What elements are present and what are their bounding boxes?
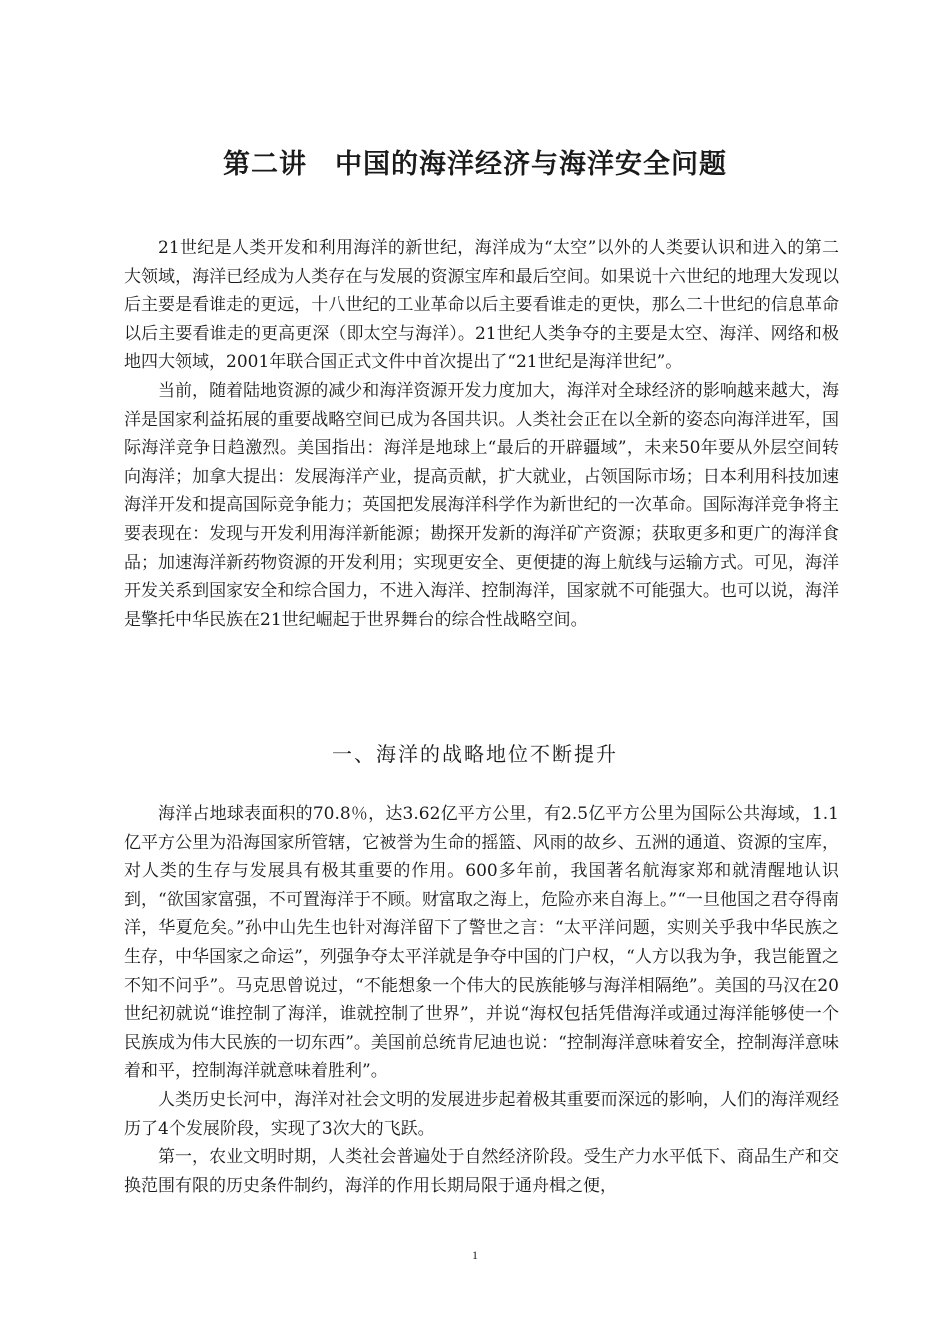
section-body xyxy=(124,800,839,1200)
intro-section xyxy=(124,234,839,634)
paragraph: 第一，农业文明时期，人类社会普遍处于自然经济阶段。受生产力水平低下、商品生产和交换范围有限的历史条件制约，海洋的作用长期局限于通舟楫之便， xyxy=(124,1147,839,1196)
paragraph: 人类历史长河中，海洋对社会文明的发展进步起着极其重要而深远的影响，人们的海洋观经历了4个发展阶段，实现了3次大的飞跃。 xyxy=(124,1089,839,1139)
page-number: 1 xyxy=(472,1248,478,1262)
paragraph: 当前，随着陆地资源的减少和海洋资源开发力度加大，海洋对全球经济的影响越来越大，海洋是国家利益拓展的重要战略空间已成为各国共识。人类社会正在以全新的姿态向海洋进军，国际海洋竞争日趋激烈。美国指出：海洋是地球上“最后的开辟疆域”，未来50年要从外层空间转向海洋；加拿大提出：发展海洋产业，提高贡献，扩大就业，占领国际市场；日本利用科技加速海洋开发和提高国际竞争能力；英国把发展海洋科学作为新世纪的一次革命。国际海洋竞争将主要表现在：发现与开发利用海洋新能源；勘探开发新的海洋矿产资源；获取更多和更广的海洋食品；加速海洋新药物资源的开发利用；实现更安全、更便捷的海上航线与运输方式。可见，海洋开发关系到国家安全和综合国力，不进入海洋、控制海洋，国家就不可能强大。也可以说，海洋是擎托中华民族在21世纪崛起于世界舞台的综合性战略空间。 xyxy=(124,380,839,630)
paragraph: 海洋占地球表面积的70.8％，达3.62亿平方公里，有2.5亿平方公里为国际公共海域，1.1亿平方公里为沿海国家所管辖，它被誉为生命的摇篮、风雨的故乡、五洲的通道、资源的宝库，对人类的生存与发展具有极其重要的作用。600多年前，我国著名航海家郑和就清醒地认识到，“欲国家富强，不可置海洋于不顾。财富取之海上，危险亦来自海上。”“一旦他国之君夺得南洋，华夏危矣。”孙中山先生也针对海洋留下了警世之言：“太平洋问题，实则关乎我中华民族之生存，中华国家之命运”，列强争夺太平洋就是争夺中国的门户权，“人方以我为争，我岂能置之不知不问乎”。马克思曾说过，“不能想象一个伟大的民族能够与海洋相隔绝”。美国的马汉在20世纪初就说“谁控制了海洋，谁就控制了世界”，并说“海权包括凭借海洋或通过海洋能够使一个民族成为伟大民族的一切东西”。美国前总统肯尼迪也说：“控制海洋意味着安全，控制海洋意味着和平，控制海洋就意味着胜利”。 xyxy=(124,804,839,1082)
section-heading: 一、海洋的战略地位不断提升 xyxy=(332,742,618,766)
paragraph: 21世纪是人类开发和利用海洋的新世纪，海洋成为“太空”以外的人类要认识和进入的第二大领域，海洋已经成为人类存在与发展的资源宝库和最后空间。如果说十六世纪的地理大发现以后主要是看谁走的更远，十八世纪的工业革命以后主要看谁走的更快，那么二十世纪的信息革命以后主要看谁走的更高更深（即太空与海洋）。21世纪人类争夺的主要是太空、海洋、网络和极地四大领域，2001年联合国正式文件中首次提出了“21世纪是海洋世纪”。 xyxy=(124,238,839,373)
page-title: 第二讲 中国的海洋经济与海洋安全问题 xyxy=(223,149,727,180)
